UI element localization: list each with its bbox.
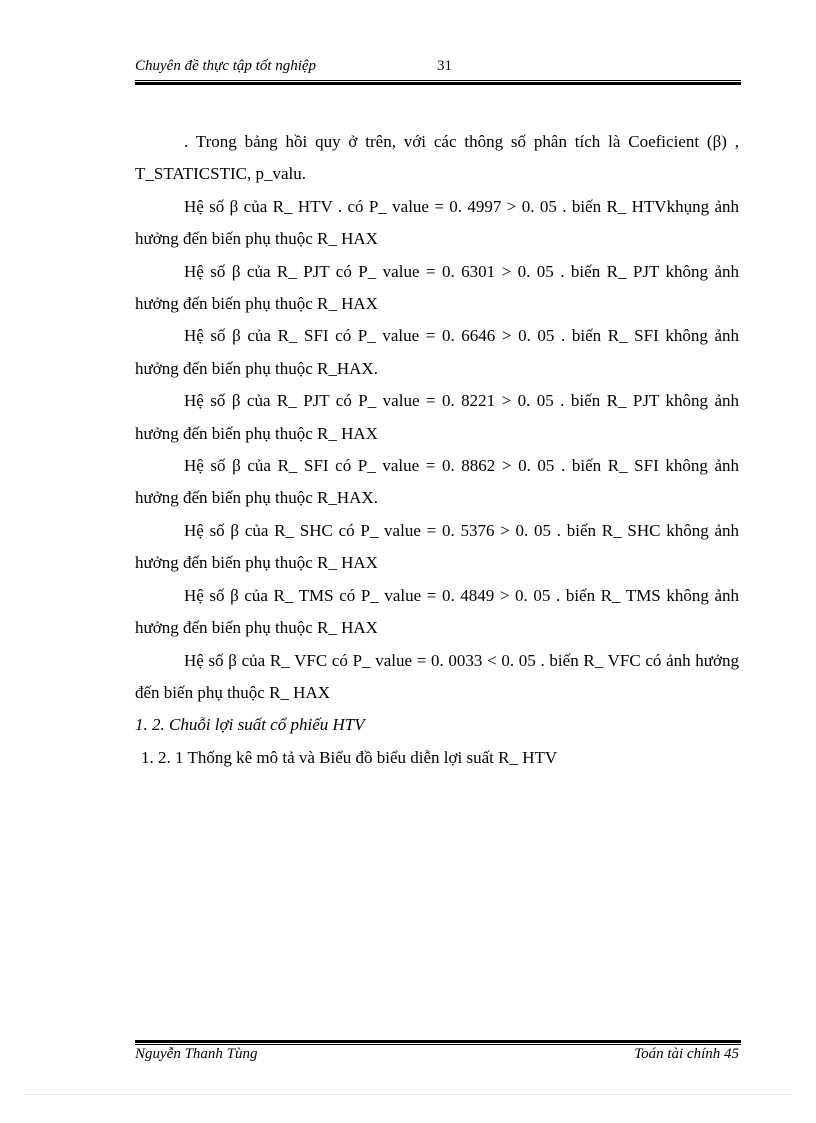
header-title: Chuyên đề thực tập tốt nghiệp <box>135 58 317 74</box>
footer-author: Nguyễn Thanh Tùng <box>135 1046 258 1062</box>
footer-class-name: Toán tài chính 45 <box>634 1046 739 1062</box>
paragraph-pjt: Hệ số β của R_ PJT có P_ value = 0. 6301 > 0. 05 . biến R_ PJT không ảnh hưởng đến biến phụ thuộc R_ HAX <box>135 261 739 314</box>
document-body <box>135 126 739 775</box>
paragraph-htv: Hệ số β của R_ HTV . có P_ value = 0. 4997 > 0. 05 . biến R_ HTVkhụng ảnh hưởng đến biến phụ thuộc R_ HAX <box>135 196 739 249</box>
paragraph-vfc: Hệ số β của R_ VFC có P_ value = 0. 0033 < 0. 05 . biến R_ VFC có ảnh hưởng đến biến phụ thuộc R_ HAX <box>135 650 739 702</box>
page-footer <box>135 1046 739 1070</box>
header-rule <box>135 80 741 85</box>
paragraph-sfi-2: Hệ số β của R_ SFI có P_ value = 0. 8862 > 0. 05 . biến R_ SFI không ảnh hưởng đến biến phụ thuộc R_HAX. <box>135 456 739 508</box>
paragraph-intro: . Trong bảng hồi quy ở trên, với các thông số phân tích là Coeficient (β) , T_STATICSTIC, p_valu. <box>135 132 739 184</box>
page-number: 31 <box>437 58 452 74</box>
paragraph-shc: Hệ số β của R_ SHC có P_ value = 0. 5376 > 0. 05 . biến R_ SHC không ảnh hưởng đến biến phụ thuộc R_ HAX <box>135 520 739 573</box>
paragraph-pjt-2: Hệ số β của R_ PJT có P_ value = 0. 8221 > 0. 05 . biến R_ PJT không ảnh hưởng đến biến phụ thuộc R_ HAX <box>135 391 739 443</box>
paragraph-tms: Hệ số β của R_ TMS có P_ value = 0. 4849 > 0. 05 . biến R_ TMS không ảnh hưởng đến biến phụ thuộc R_ HAX <box>135 585 739 638</box>
page-header <box>135 56 741 80</box>
footer-rule <box>135 1040 741 1045</box>
paragraph-sfi: Hệ số β của R_ SFI có P_ value = 0. 6646 > 0. 05 . biến R_ SFI không ảnh hưởng đến biến phụ thuộc R_HAX. <box>135 326 739 378</box>
subsection-heading: 1. 2. 1 Thống kê mô tả và Biểu đồ biểu diễn lợi suất R_ HTV <box>141 748 558 768</box>
section-heading: 1. 2. Chuỗi lợi suất cổ phiếu HTV <box>135 715 365 735</box>
page-edge <box>24 1094 792 1095</box>
